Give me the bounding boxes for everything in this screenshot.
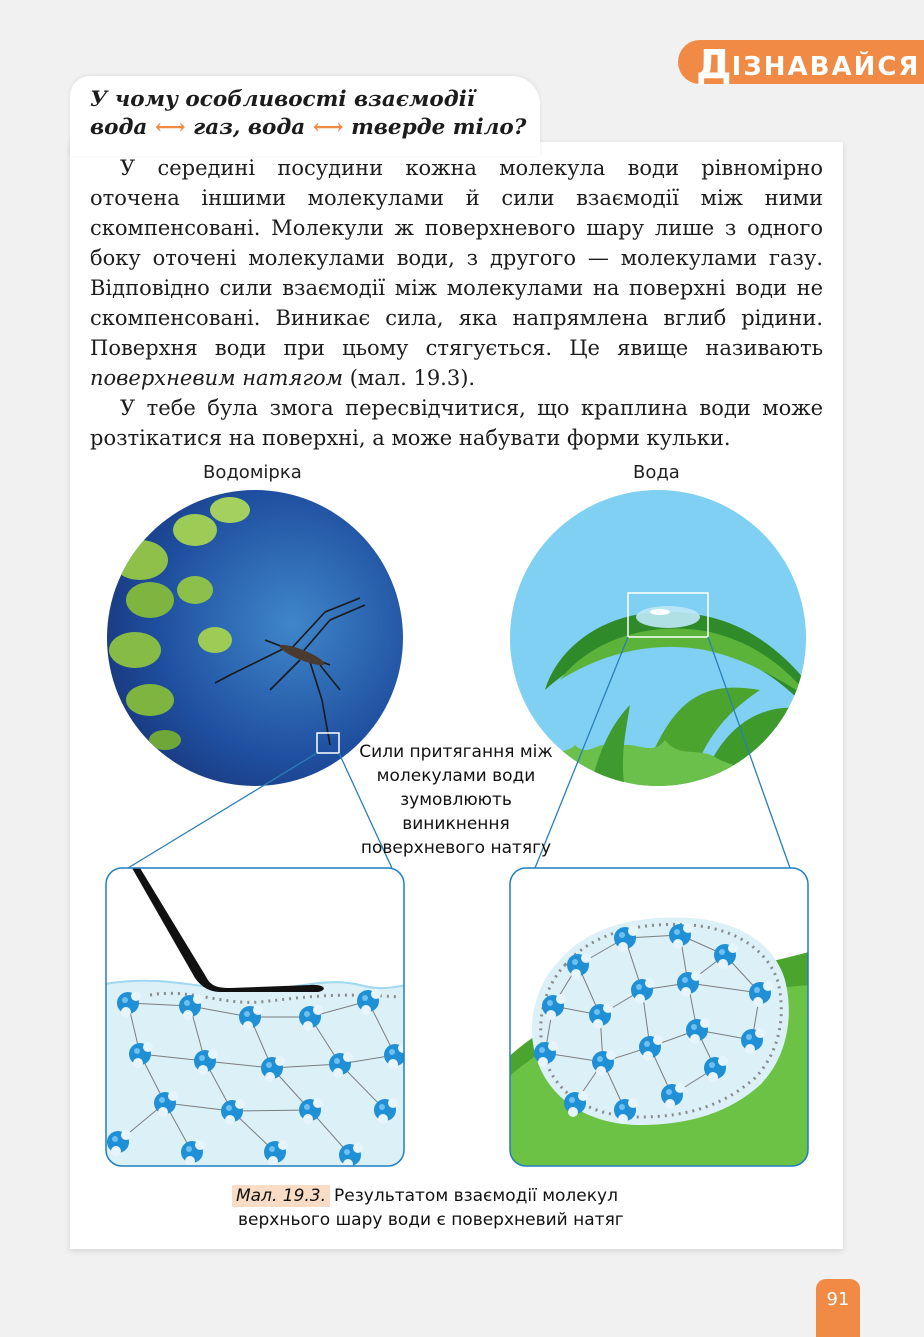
question-line-1: У чому особливості взаємодії bbox=[90, 87, 475, 112]
banner-text: ІЗНАВАЙСЯ bbox=[731, 52, 921, 82]
caption-line-1: Результатом взаємодії молекул bbox=[334, 1186, 618, 1206]
paragraph-1: У середині посудини кожна молекула води рівномірно оточена іншими молекулами й сили взаємодії між ними скомпенсовані. Молекули ж поверхневого шару лише з одного боку оточені молекулами води, з другого — молекулами газу. Відповідно сили взаємодії між молекулами на поверхні води не скомпенсовані. Виникає сила, яка напрямлена вглиб рідини. Поверхня води при цьому стягується. Це явище називають поверхневим натягом (мал. 19.3). bbox=[90, 156, 823, 390]
question-solid: тверде тіло? bbox=[351, 115, 527, 140]
caption-line-2: верхнього шару води є поверхневий натяг bbox=[238, 1210, 624, 1230]
question-word-water: вода bbox=[90, 115, 148, 140]
question-gas-water: газ, вода bbox=[193, 115, 306, 140]
figure-caption bbox=[232, 1184, 624, 1232]
paragraph-2: У тебе була змога пересвідчитися, що краплина води може розтікатися на поверхні, а може набувати форми кульки. bbox=[90, 396, 823, 450]
surface-molecules-box bbox=[100, 868, 410, 1170]
label-water: Вода bbox=[633, 462, 680, 483]
caption-tag: Мал. 19.3. bbox=[232, 1185, 330, 1207]
label-water-strider: Водомірка bbox=[203, 462, 302, 483]
figure-note: Сили притягання між молекулами води зумовлюють виникнення поверхневого натягу bbox=[359, 742, 553, 858]
banner-first-letter: Д bbox=[696, 42, 732, 88]
double-arrow-icon: ⟷ bbox=[312, 115, 344, 140]
droplet-molecules-box bbox=[505, 868, 815, 1170]
page-number: 91 bbox=[816, 1279, 860, 1337]
term-surface-tension: поверхневим натягом bbox=[90, 366, 344, 390]
double-arrow-icon: ⟷ bbox=[154, 115, 186, 140]
